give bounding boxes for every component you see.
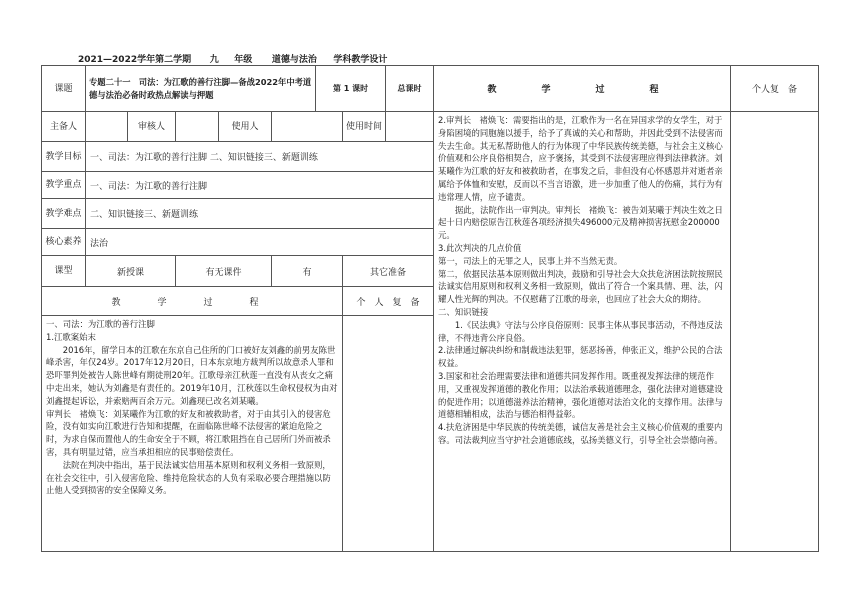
- topic-title: 专题二十一 司法：为江歌的善行注脚—备战2022年中考道德与法治必备时政热点解读与押题: [86, 66, 316, 112]
- use-time-value: [386, 112, 434, 142]
- user-value: [272, 112, 343, 142]
- header-subject: 道德与法治: [255, 52, 333, 66]
- literacy-label: 核心素养: [42, 229, 86, 256]
- courseware-value: 有: [272, 256, 343, 287]
- right-para: 1.《民法典》守法与公序良俗原则：民事主体从事民事活动，不得违反法律，不得违背公序良俗。: [438, 319, 723, 343]
- left-process-body: [42, 316, 343, 552]
- right-review-body: [731, 112, 819, 552]
- courseware-label: 有无课件: [176, 256, 272, 287]
- right-para: 第二，依据民法基本原则做出判决，鼓励和引导社会大众扶危济困法院按照民法诚实信用原则和权利义务相一致原则，做出了符合一个案具情、理、法，闪耀人性光辉的判决。不仅慰藉了江歌的母亲，也回应了社会大众的期待。: [438, 268, 723, 305]
- goals-label: 教学目标: [42, 142, 86, 172]
- right-para: 3.此次判决的几点价值: [438, 242, 522, 253]
- left-para: 审判长 褚焕飞：刘某曦作为江歌的好友和被救助者，对于由其引入的侵害危险，没有如实向江歌进行告知和提醒，在面临陈世峰不法侵害的紧迫危险之时，为求自保而置他人的生命安全于不顾，将江歌阻挡在自己居所门外而被杀害，具有明显过错，应当承担相应的民事赔偿责任。: [46, 408, 331, 457]
- right-para: 2.审判长 褚焕飞：需要指出的是，江歌作为一名在异国求学的女学生，对于身陷困境的同胞施以援手，给予了真诚的关心和帮助，并因此受到不法侵害而失去生命。其无私帮助他人的行为体现了中华民族传统美德，与社会主义核心价值观和公序良俗相契合，应予褒扬，其受到不法侵害理应得到法律救济。刘某曦作为江歌的好友和被救助者，在事发之后，非但没有心怀感恩并对逝者亲属给予体恤和安慰，反而以不当言语激，进一步加重了他人的伤痛，其行为有违常理人情，应予谴责。: [438, 115, 723, 202]
- use-time-label: 使用时间: [343, 112, 386, 142]
- header-grade: 九: [194, 52, 234, 66]
- period-cell: 第 1 课时: [316, 66, 386, 112]
- difficulties-value: 二、知识链接三、新题训练: [86, 199, 434, 229]
- other-prep-label: 其它准备: [343, 256, 434, 287]
- right-para: 据此，法院作出一审判决。审判长 褚焕飞：被告刘某曦于判决生效之日起十日内赔偿原告江秋莲各项经济损失496000元及精神损害抚慰金200000元。: [438, 204, 723, 241]
- right-para: 4.扶危济困是中华民族的传统美德，诚信友善是社会主义核心价值观的重要内容。司法裁判应当守护社会道德底线，弘扬美德义行，引导全社会崇德向善。: [438, 422, 723, 445]
- left-para: 2016年，留学日本的江歌在东京自己住所的门口被好友刘鑫的前男友陈世峰杀害，年仅24岁。2017年12月20日，日本东京地方裁判所以故意杀人罪和恐吓罪判处被告人陈世峰有期徒刑20年。江歌母亲江秋莲一直没有从丧女之痛中走出来，她认为刘鑫是有责任的。2019年10月，江秋莲以生命权侵权为由对刘鑫提起诉讼，并索赔两百余万元。刘鑫现已改名刘某曦。: [46, 344, 338, 406]
- left-review-body: [343, 316, 434, 552]
- review-header-right: 个人复 备: [731, 66, 819, 112]
- right-para: 3.国家和社会治理需要法律和道德共同发挥作用。既重视发挥法律的规范作用，又重视发挥道德的教化作用；以法治承载道德理念，强化法律对道德建设的促进作用；以道德滋养法治精神，强化道德对法治文化的支撑作用。法律与道德相辅相成，法治与德治相得益彰。: [438, 370, 723, 420]
- process-header-right: 教 学 过 程: [434, 66, 731, 112]
- document-header: [78, 52, 387, 66]
- reviewer-label: 审核人: [128, 112, 176, 142]
- right-para: 二、知识链接: [438, 306, 489, 317]
- goals-value: 一、司法：为江歌的善行注脚 二、知识链接三、新题训练: [86, 142, 434, 172]
- process-header-left: 教 学 过 程: [42, 287, 343, 316]
- lesson-plan-table: [41, 65, 819, 552]
- left-para: 一、司法：为江歌的善行注脚: [46, 319, 155, 329]
- literacy-value: 法治: [86, 229, 434, 256]
- review-header-left: 个 人 复 备: [343, 287, 434, 316]
- left-para: 1.江歌案始末: [46, 331, 96, 342]
- total-periods-label: 总课时: [386, 66, 434, 112]
- difficulties-label: 教学难点: [42, 199, 86, 229]
- lesson-type-value: 新授课: [86, 256, 176, 287]
- keypoints-label: 教学重点: [42, 172, 86, 199]
- topic-label: 课题: [42, 66, 86, 112]
- right-para: 2.法律通过解决纠纷和制裁违法犯罪，惩恶扬善，伸张正义，维护公民的合法权益。: [438, 345, 723, 369]
- preparer-value: [86, 112, 128, 142]
- right-process-body: [434, 112, 731, 552]
- left-para: 法院在判决中指出，基于民法诚实信用基本原则和权利义务相一致原则，在社会交往中，引入侵害危险、维持危险状态的人负有采取必要合理措施以防止他人受到损害的安全保障义务。: [46, 459, 331, 496]
- lesson-type-label: 课型: [42, 256, 86, 287]
- user-label: 使用人: [219, 112, 272, 142]
- keypoints-value: 一、司法：为江歌的善行注脚: [86, 172, 434, 199]
- header-years: 2021—2022: [78, 55, 138, 65]
- header-grade-label: 年级: [234, 55, 253, 65]
- header-term: 学年第二学期: [137, 55, 192, 65]
- right-para: 第一，司法上的无罪之人，民事上并不当然无责。: [438, 255, 623, 266]
- preparer-label: 主备人: [42, 112, 86, 142]
- reviewer-value: [176, 112, 219, 142]
- header-suffix: 学科教学设计: [333, 55, 388, 65]
